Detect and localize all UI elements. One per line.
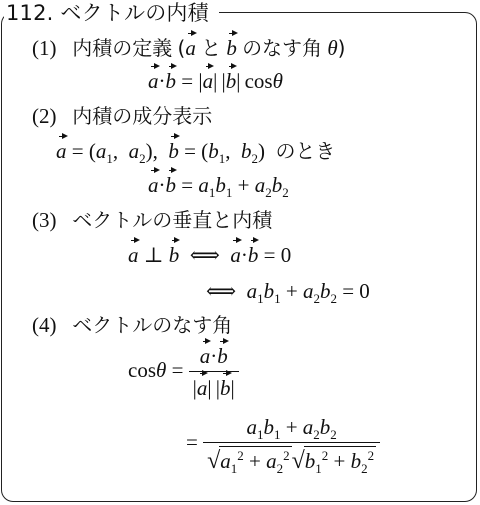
formula-dot-product-definition: a·b = |a| |b| cosθ bbox=[148, 69, 283, 93]
formula-dot-product-components: $a\cdot b = a_1b_1 + a_2b_2$ bbox=[148, 173, 289, 201]
section-1-title: 内積の定義 bbox=[72, 36, 173, 60]
formula-components: $a = (a_1$, $a_2$), $b = (b_1$, $b_2$) のとき bbox=[56, 139, 336, 167]
formula-angle-components: = $\frac{a_1b_1 + a_2b_2}{√a_1^2 + a_2^2√b_1^2 + b_2^2}$ bbox=[186, 414, 380, 474]
page-title: 112. ベクトルの内積 bbox=[4, 0, 219, 26]
section-4-heading: (4) ベクトルのなす角 bbox=[32, 313, 233, 337]
section-3-heading: (3) ベクトルの垂直と内積 bbox=[32, 208, 273, 232]
formula-perpendicular: a ⊥ b ⟺ a·b = 0 bbox=[128, 243, 292, 267]
section-2-heading: (2) 内積の成分表示 bbox=[32, 104, 213, 128]
formula-angle-cos: cosθ = $\frac{a\cdot b}{|a| |b|}$ bbox=[128, 343, 239, 401]
formula-perpendicular-components: ⟺ $a_1b_1 + a_2b_2 = 0$ bbox=[206, 279, 370, 307]
section-1-number: (1) bbox=[32, 36, 57, 60]
section-1-heading: (1) 内積の定義 (a と b のなす角 θ) bbox=[32, 36, 346, 60]
